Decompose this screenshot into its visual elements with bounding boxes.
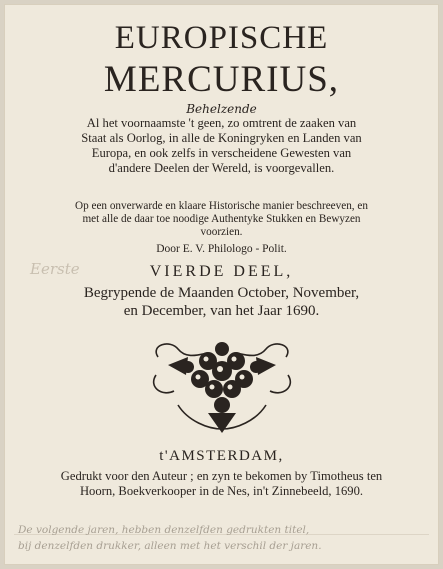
imprint-line-2: Hoorn, Boekverkooper in de Nes, in't Zinnebeeld, 1690. xyxy=(79,484,364,498)
description-line-1: Al het voornaamste 't geen, zo omtrent de zaaken van xyxy=(86,116,357,130)
subtitle: Behelzende xyxy=(186,102,257,116)
volume-title: VIERDE DEEL, xyxy=(149,263,294,280)
imprint-line-1: Gedrukt voor den Auteur ; en zyn te bekomen by Timotheus ten xyxy=(60,469,383,483)
title-line-1: EUROPISCHE xyxy=(114,20,329,56)
printers-ornament-fruit-basket-icon xyxy=(148,335,296,435)
imprint-city: t'AMSTERDAM, xyxy=(159,448,284,464)
method-line-3: voorzien. xyxy=(200,226,243,238)
handwritten-note-line-2: bij denzelfden drukker, alleen met het verschil der jaren. xyxy=(18,540,322,552)
handwritten-eerste: Eerste xyxy=(30,260,80,278)
description-line-2: Staat als Oorlog, in alle de Koningryken en Landen van xyxy=(81,131,362,145)
volume-months: Begrypende de Maanden October, November, xyxy=(83,285,360,301)
volume-year: en December, van het Jaar 1690. xyxy=(123,303,320,319)
method-line-2: met alle de daar toe noodige Authentyke Stukken en Bewyzen xyxy=(82,213,361,225)
description-line-4: d'andere Deelen der Wereld, is voorgevallen. xyxy=(108,161,335,175)
handwritten-note-line-1: De volgende jaren, hebben denzelfden gedrukten titel, xyxy=(18,524,310,536)
title-line-2: MERCURIUS, xyxy=(103,59,340,100)
description-line-3: Europa, en ook zelfs in verscheidene Gewesten van xyxy=(91,146,352,160)
author-line: Door E. V. Philologo - Polit. xyxy=(156,243,287,255)
method-line-1: Op een onverwarde en klaare Historische manier beschreeven, en xyxy=(75,200,368,212)
